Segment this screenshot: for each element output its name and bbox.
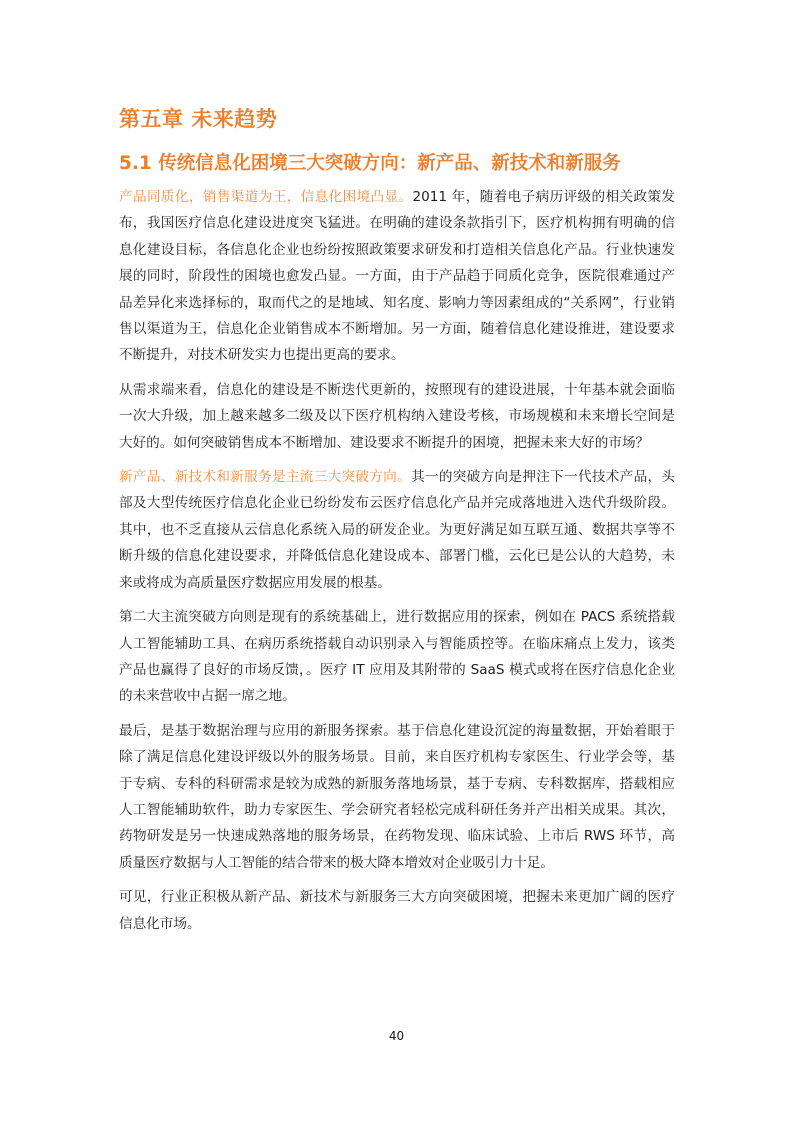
paragraph-text: 从需求端来看，信息化的建设是不断迭代更新的，按照现有的建设进展，十年基本就会面临一次大升级，加上越来越多二级及以下医疗机构纳入建设考核，市场规模和未来增长空间是大好的。如何突破销售成本不断增加、建设要求不断提升的困境，把握未来大好的市场？ bbox=[119, 381, 675, 451]
body-text bbox=[119, 184, 675, 945]
paragraph bbox=[119, 464, 675, 596]
paragraph bbox=[119, 718, 675, 876]
paragraph-text: 2011 年，随着电子病历评级的相关政策发布，我国医疗信息化建设进度突飞猛进。在明确的建设条款指引下，医疗机构拥有明确的信息化建设目标，各信息化企业也纷纷按照政策要求研发和打造相关信息化产品。行业快速发展的同时，阶段性的困境也愈发凸显。一方面，由于产品趋于同质化竞争，医院很难通过产品差异化来选择标的，取而代之的是地域、知名度、影响力等因素组成的“关系网”，行业销售以渠道为王，信息化企业销售成本不断增加。另一方面，随着信息化建设推进，建设要求不断提升，对技术研发实力也提出更高的要求。 bbox=[119, 189, 676, 364]
chapter-title: 第五章 未来趋势 bbox=[119, 107, 278, 131]
paragraph-text: 最后，是基于数据治理与应用的新服务探索。基于信息化建设沉淀的海量数据，开始着眼于除了满足信息化建设评级以外的服务场景。目前，来自医疗机构专家医生、行业学会等，基于专病、专科的科研需求是较为成熟的新服务落地场景，基于专病、专科数据库，搭载相应人工智能辅助软件，助力专家医生、学会研究者轻松完成科研任务并产出相关成果。其次，药物研发是另一快速成熟落地的服务场景，在药物发现、临床试验、上市后 RWS 环节，高质量医疗数据与人工智能的结合带来的极大降本增效对企业吸引力十足。 bbox=[119, 722, 675, 871]
paragraph-lead: 产品同质化，销售渠道为王，信息化困境凸显。 bbox=[119, 189, 413, 205]
paragraph bbox=[119, 884, 675, 937]
paragraph-text: 可见，行业正积极从新产品、新技术与新服务三大方向突破困境，把握未来更加广阔的医疗信息化市场。 bbox=[119, 889, 675, 932]
paragraph-lead: 新产品、新技术和新服务是主流三大突破方向。 bbox=[119, 469, 412, 486]
paragraph bbox=[119, 377, 675, 456]
paragraph bbox=[119, 604, 675, 710]
paragraph-text: 其一的突破方向是押注下一代技术产品，头部及大型传统医疗信息化企业已纷纷发布云医疗信息化产品并完成落地进入迭代升级阶段。其中，也不乏直接从云信息化系统入局的研发企业。为更好满足如互联互通、数据共享等不断升级的信息化建设要求，并降低信息化建设成本、部署门槛，云化已是公认的大趋势，未来或将成为高质量医疗数据应用发展的根基。 bbox=[119, 469, 676, 591]
section-title: 5.1 传统信息化困境三大突破方向：新产品、新技术和新服务 bbox=[119, 153, 621, 174]
paragraph bbox=[119, 184, 675, 369]
paragraph-text: 第二大主流突破方向则是现有的系统基础上，进行数据应用的探索，例如在 PACS 系统搭载人工智能辅助工具、在病历系统搭载自动识别录入与智能质控等。在临床痛点上发力，该类产品也赢得了良好的市场反馈，。医疗 IT 应用及其附带的 SaaS 模式或将在医疗信息化企业的未来营收中占据一席之地。 bbox=[119, 609, 675, 705]
page-number: 40 bbox=[388, 1029, 405, 1043]
